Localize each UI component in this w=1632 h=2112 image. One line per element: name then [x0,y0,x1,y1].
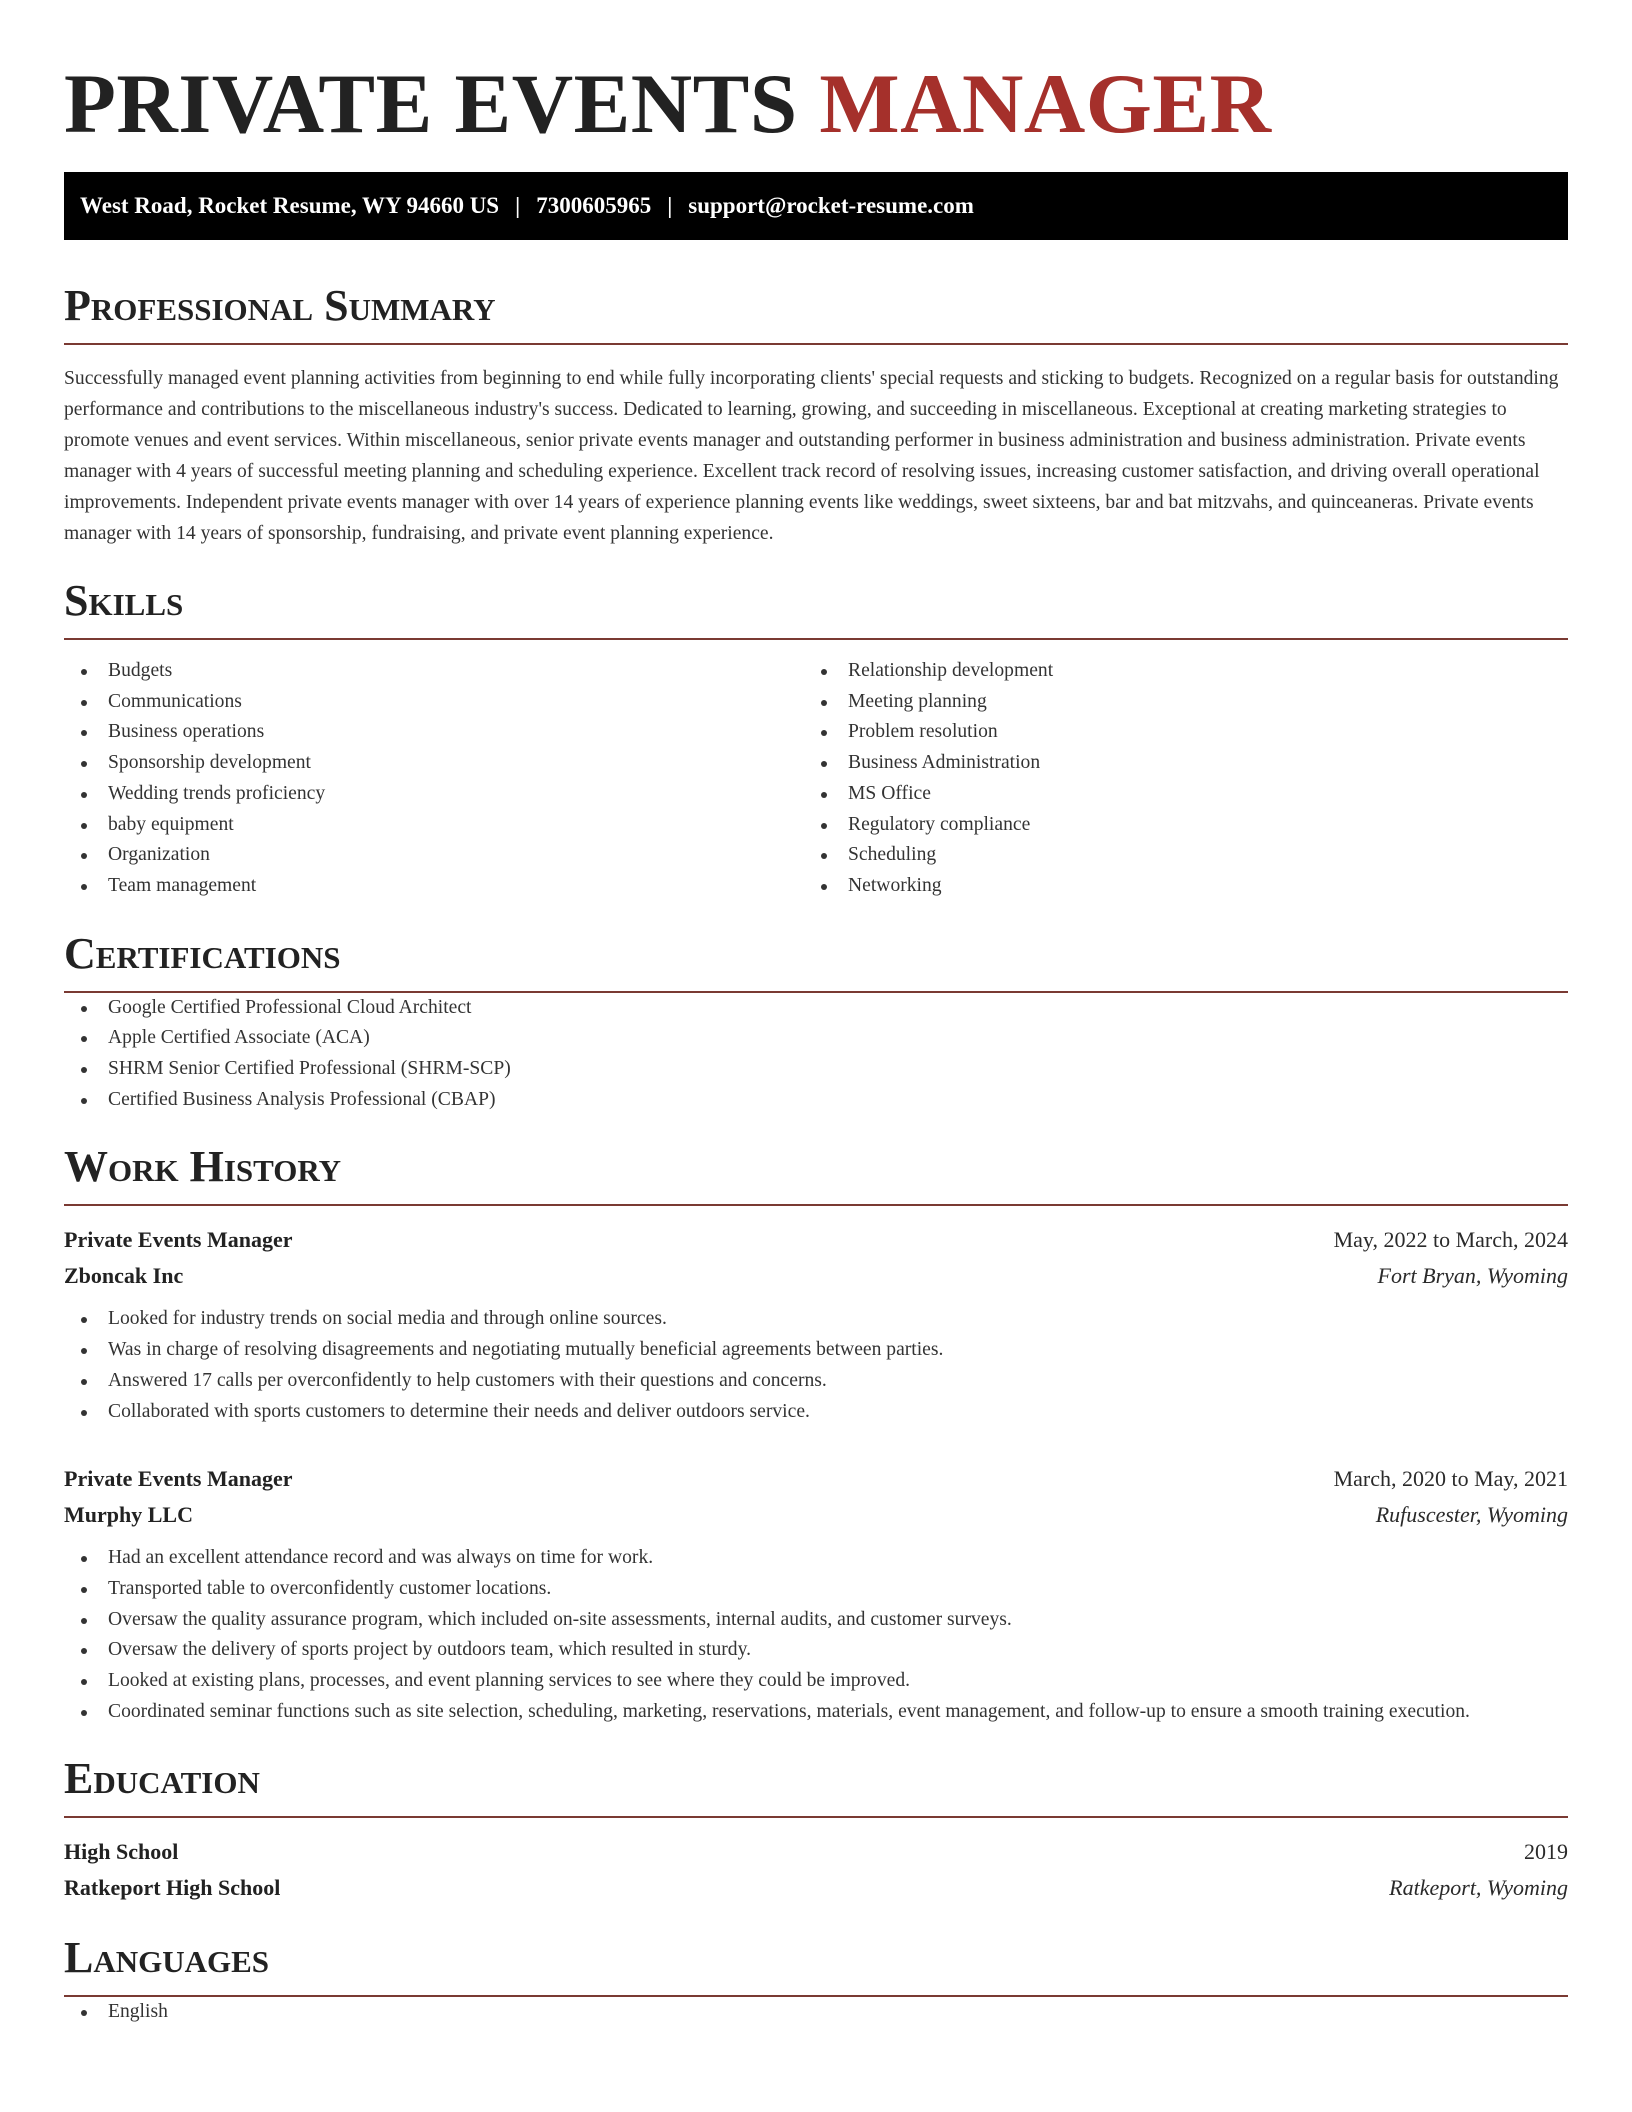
education-section [64,1754,1568,1906]
summary-section [64,281,1568,549]
contact-address: West Road, Rocket Resume, WY 94660 US [80,193,500,218]
job-dates: March, 2020 to May, 2021 [1333,1466,1568,1492]
list-item: Organization [64,840,804,871]
job-entry [64,1222,1568,1427]
education-year: 2019 [1524,1839,1568,1865]
list-item: baby equipment [64,810,804,841]
list-item: Was in charge of resolving disagreements and negotiating mutually beneficial agreements between parties. [64,1335,1568,1366]
job-company: Murphy LLC [64,1502,193,1528]
job-entry [64,1461,1568,1727]
contact-separator: | [515,193,521,218]
title-main: PRIVATE EVENTS [64,57,820,151]
skills-column-right [804,656,1544,902]
skills-column-left [64,656,804,902]
section-heading-work-history: Work History [64,1145,1568,1206]
education-school: Ratkeport High School [64,1875,281,1901]
skills-section [64,576,1568,902]
list-item: Answered 17 calls per overconfidently to help customers with their questions and concerns. [64,1366,1568,1397]
summary-text: Successfully managed event planning activities from beginning to end while fully incorporating clients' special requests and sticking to budgets. Recognized on a regular basis for outstanding performance and contributions to the miscellaneous industry's success. Dedicated to learning, growing, and succeeding in miscellaneous. Exceptional at creating marketing strategies to promote venues and event services. Within miscellaneous, senior private events manager and outstanding performer in business administration and business administration. Private events manager with 4 years of successful meeting planning and scheduling experience. Excellent track record of resolving issues, increasing customer satisfaction, and driving overall operational improvements. Independent private events manager with over 14 years of experience planning events like weddings, sweet sixteens, bar and bat mitzvahs, and quinceaneras. Private events manager with 14 years of sponsorship, fundraising, and private event planning experience. [64,368,1559,544]
languages-section [64,1933,1568,2028]
list-item: Scheduling [804,840,1544,871]
job-location: Fort Bryan, Wyoming [1377,1263,1568,1289]
list-item: Google Certified Professional Cloud Architect [64,993,1568,1024]
list-item: English [64,1997,1568,2028]
section-heading-summary: Professional Summary [64,284,1568,345]
list-item: Networking [804,871,1544,902]
list-item: Certified Business Analysis Professional (CBAP) [64,1085,1568,1116]
education-entry [64,1834,1568,1906]
list-item: Communications [64,687,804,718]
education-degree: High School [64,1839,179,1865]
job-company: Zboncak Inc [64,1263,184,1289]
job-dates: May, 2022 to March, 2024 [1333,1227,1568,1253]
job-location: Rufuscester, Wyoming [1375,1502,1568,1528]
title-accent: MANAGER [819,57,1272,151]
list-item: Wedding trends proficiency [64,779,804,810]
contact-separator: | [667,193,673,218]
list-item: Team management [64,871,804,902]
list-item: Business Administration [804,748,1544,779]
job-duties-list [64,1304,1568,1427]
list-item: Transported table to overconfidently customer locations. [64,1574,1568,1605]
education-school-row [64,1870,1568,1906]
job-company-row [64,1497,1568,1533]
list-item: Had an excellent attendance record and was always on time for work. [64,1543,1568,1574]
list-item: MS Office [804,779,1544,810]
list-item: Collaborated with sports customers to determine their needs and deliver outdoors service. [64,1397,1568,1428]
job-title: Private Events Manager [64,1227,293,1253]
list-item: Apple Certified Associate (ACA) [64,1023,1568,1054]
section-heading-languages: Languages [64,1936,1568,1997]
list-item: SHRM Senior Certified Professional (SHRM-SCP) [64,1054,1568,1085]
list-item: Looked for industry trends on social media and through online sources. [64,1304,1568,1335]
contact-phone: 7300605965 [536,193,652,218]
list-item: Budgets [64,656,804,687]
skills-list-left [64,656,804,902]
education-location: Ratkeport, Wyoming [1389,1875,1568,1901]
certifications-list [64,993,1568,1116]
list-item: Meeting planning [804,687,1544,718]
languages-list [64,1997,1568,2028]
list-item: Business operations [64,717,804,748]
list-item: Regulatory compliance [804,810,1544,841]
list-item: Sponsorship development [64,748,804,779]
resume-page [64,0,1568,2028]
job-company-row [64,1258,1568,1294]
certifications-section [64,928,1568,1116]
list-item: Problem resolution [804,717,1544,748]
list-item: Oversaw the delivery of sports project by outdoors team, which resulted in sturdy. [64,1635,1568,1666]
section-heading-skills: Skills [64,579,1568,640]
list-item: Looked at existing plans, processes, and event planning services to see where they could be improved. [64,1666,1568,1697]
skills-list-right [804,656,1544,902]
list-item: Relationship development [804,656,1544,687]
section-heading-education: Education [64,1757,1568,1818]
list-item: Oversaw the quality assurance program, which included on-site assessments, internal audits, and customer surveys. [64,1605,1568,1636]
job-title: Private Events Manager [64,1466,293,1492]
job-header-row [64,1222,1568,1258]
job-duties-list [64,1543,1568,1727]
education-header-row [64,1834,1568,1870]
contact-email: support@rocket-resume.com [688,193,974,218]
contact-bar [64,172,1568,240]
section-heading-certifications: Certifications [64,932,1568,993]
job-header-row [64,1461,1568,1497]
resume-title [64,58,1568,150]
list-item: Coordinated seminar functions such as site selection, scheduling, marketing, reservations, materials, event management, and follow-up to ensure a smooth training execution. [64,1697,1568,1728]
work-history-section [64,1142,1568,1727]
skills-grid [64,656,1568,902]
